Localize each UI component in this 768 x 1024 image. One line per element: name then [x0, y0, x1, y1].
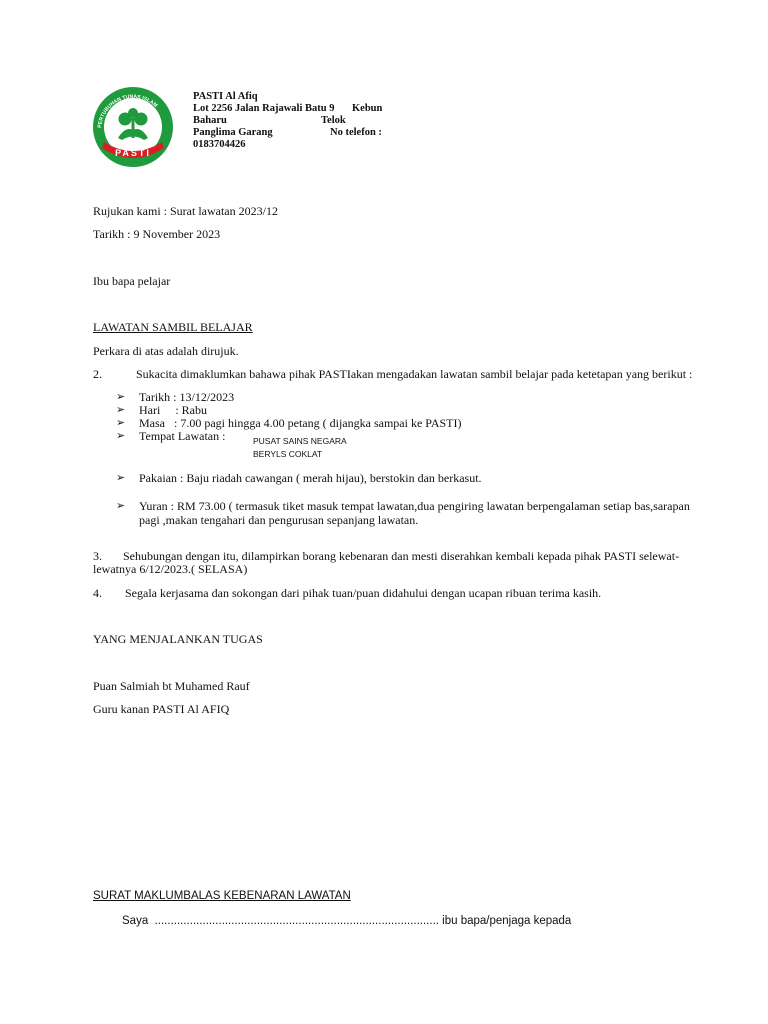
arrow-bullet-icon: ➢: [116, 390, 126, 403]
opening-line: Perkara di atas adalah dirujuk.: [93, 344, 239, 358]
address-line-3: Baharu: [193, 115, 227, 126]
subject-heading: LAWATAN SAMBIL BELAJAR: [93, 320, 253, 334]
address-line-2-right: Kebun: [352, 103, 383, 114]
detail-yuran-line-2: pagi ,makan tengahari dan pengurusan sepanjang lawatan.: [139, 513, 419, 527]
tempat-value-2: BERYLS COKLAT: [253, 449, 323, 459]
address-line-2: Lot 2256 Jalan Rajawali Batu 9: [193, 103, 335, 114]
reply-slip-heading: SURAT MAKLUMBALAS KEBENARAN LAWATAN: [93, 890, 351, 902]
arrow-bullet-icon: ➢: [116, 499, 126, 512]
arrow-bullet-icon: ➢: [116, 471, 126, 484]
paragraph-3-line-2: lewatnya 6/12/2023.( SELASA): [93, 562, 248, 576]
detail-tarikh: Tarikh : 13/12/2023: [139, 390, 235, 404]
address-line-4: Panglima Garang: [193, 127, 273, 138]
address-line-1: PASTI Al Afiq: [193, 91, 258, 102]
reply-slip-line: Saya ......................................................................................... ibu bapa/penjaga kepada: [122, 915, 572, 927]
detail-yuran-line-1: Yuran : RM 73.00 ( termasuk tiket masuk tempat lawatan,dua pengiring lawatan berpengalaman setiap bas,sarapan: [139, 499, 690, 513]
pasti-logo: [92, 86, 174, 168]
paragraph-2-text: Sukacita dimaklumkan bahawa pihak PASTIakan mengadakan lawatan sambil belajar pada ketetapan yang berikut :: [136, 367, 693, 381]
detail-masa: Masa : 7.00 pagi hingga 4.00 petang ( dijangka sampai ke PASTI): [139, 416, 462, 430]
address-line-3-right: Telok: [321, 115, 346, 126]
detail-hari: Hari : Rabu: [139, 403, 207, 417]
logo-ring-text: PERTUBUHAN TUNAS ISLAM: [97, 93, 159, 129]
signatory-name: Puan Salmiah bt Muhamed Rauf: [93, 679, 250, 693]
date-line: Tarikh : 9 November 2023: [93, 227, 221, 241]
detail-tempat-label: Tempat Lawatan :: [139, 429, 226, 443]
logo-banner-text: PASTI: [115, 148, 151, 158]
paragraph-4-text: Segala kerjasama dan sokongan dari pihak tuan/puan didahului dengan ucapan ribuan terima kasih.: [125, 586, 602, 600]
arrow-bullet-icon: ➢: [116, 403, 126, 416]
paragraph-4-number: 4.: [93, 586, 102, 600]
arrow-bullet-icon: ➢: [116, 416, 126, 429]
reference-line: Rujukan kami : Surat lawatan 2023/12: [93, 204, 278, 218]
signatory-title: Guru kanan PASTI Al AFIQ: [93, 702, 230, 716]
arrow-bullet-icon: ➢: [116, 429, 126, 442]
pasti-logo-graphic: [92, 86, 174, 168]
recipient-line: Ibu bapa pelajar: [93, 274, 171, 288]
paragraph-2-number: 2.: [93, 367, 102, 381]
paragraph-3-line-1: 3. Sehubungan dengan itu, dilampirkan borang kebenaran dan mesti diserahkan kembali kepada pihak PASTI selewat-: [93, 549, 680, 563]
phone-number: 0183704426: [193, 139, 246, 150]
phone-label: No telefon :: [330, 127, 382, 138]
closing-line: YANG MENJALANKAN TUGAS: [93, 632, 263, 646]
detail-pakaian: Pakaian : Baju riadah cawangan ( merah hijau), berstokin dan berkasut.: [139, 471, 482, 485]
tempat-value-1: PUSAT SAINS NEGARA: [253, 436, 347, 446]
